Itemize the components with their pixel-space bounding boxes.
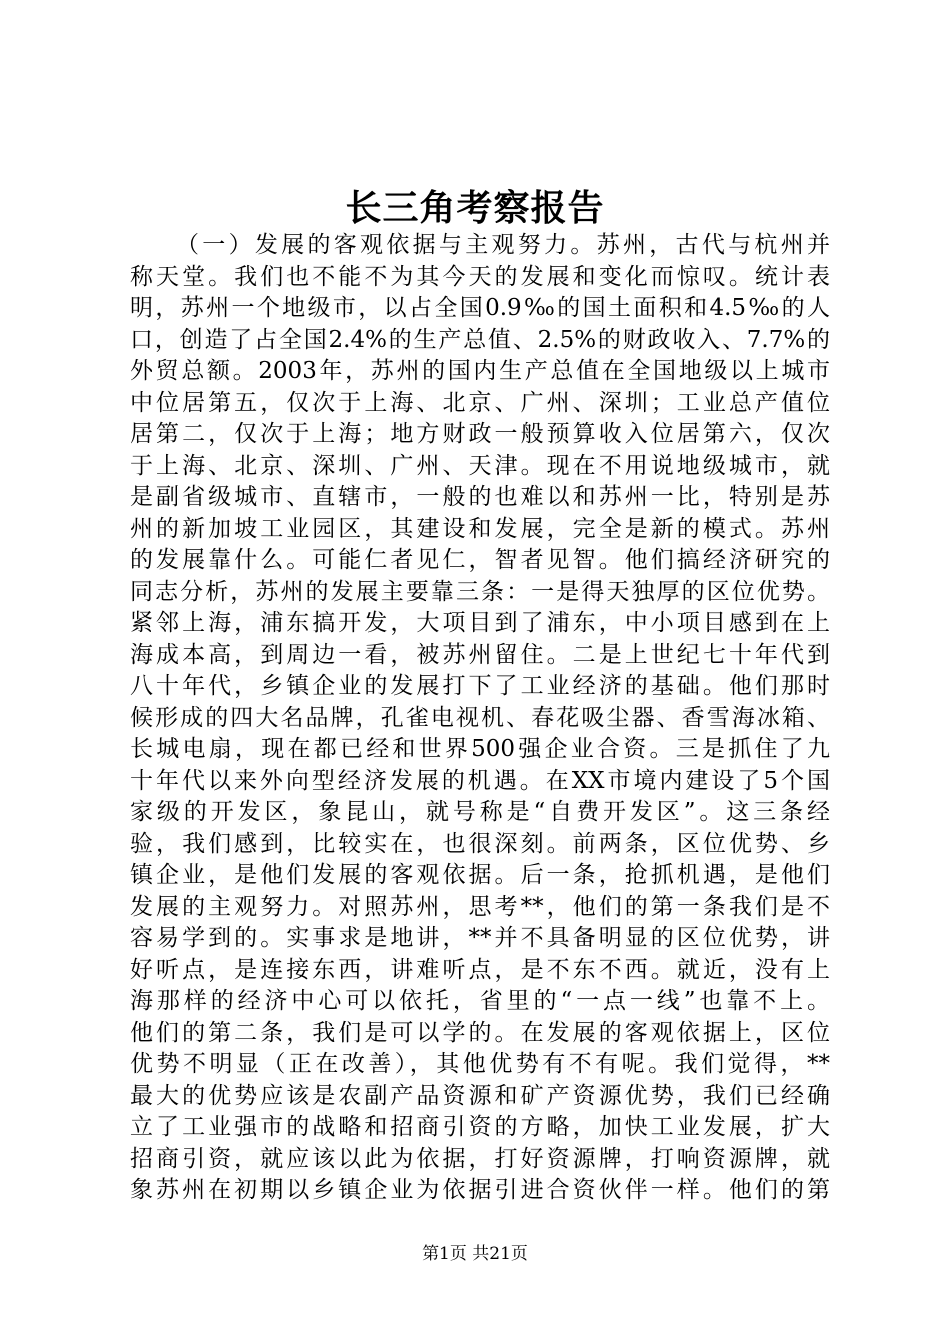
paragraph-line: 镇企业，是他们发展的客观依据。后一条，抢抓机遇，是他们	[130, 862, 830, 888]
paragraph-line: 象苏州在初期以乡镇企业为依据引进合资伙伴一样。他们的第	[130, 1177, 830, 1203]
paragraph-line: 好听点，是连接东西，讲难听点，是不东不西。就近，没有上	[130, 956, 830, 983]
paragraph-line: （一）发展的客观依据与主观努力。苏州，古代与杭州并	[176, 232, 830, 258]
paragraph-line: 立了工业强市的战略和招商引资的方略，加快工业发展，扩大	[130, 1114, 830, 1140]
page-footer: 第1页 共21页	[422, 1244, 528, 1264]
paragraph-line: 发展的主观努力。对照苏州，思考**，他们的第一条我们是不	[130, 893, 830, 920]
paragraph-line: 他们的第二条，我们是可以学的。在发展的客观依据上，区位	[130, 1019, 830, 1046]
document-body	[130, 230, 830, 1207]
paragraph-line: 八十年代，乡镇企业的发展打下了工业经济的基础。他们那时	[130, 673, 830, 699]
paragraph-line: 称天堂。我们也不能不为其今天的发展和变化而惊叹。统计表	[130, 263, 830, 290]
paragraph-line: 十年代以来外向型经济发展的机遇。在XX市境内建设了5个国	[130, 767, 830, 794]
paragraph-line: 外贸总额。2003年，苏州的国内生产总值在全国地级以上城市	[130, 358, 830, 384]
paragraph-line: 口，创造了占全国2.4%的生产总值、2.5%的财政收入、7.7%的	[130, 326, 830, 353]
paragraph-line: 明，苏州一个地级市，以占全国0.9‰的国土面积和4.5‰的人	[130, 295, 830, 321]
paragraph-line: 的发展靠什么。可能仁者见仁，智者见智。他们搞经济研究的	[130, 547, 830, 573]
paragraph-line: 中位居第五，仅次于上海、北京、广州、深圳；工业总产值位	[130, 389, 830, 416]
paragraph-line: 容易学到的。实事求是地讲，**并不具备明显的区位优势，讲	[130, 925, 830, 951]
paragraph-line: 同志分析，苏州的发展主要靠三条：一是得天独厚的区位优势。	[130, 578, 830, 605]
paragraph-line: 于上海、北京、深圳、广州、天津。现在不用说地级城市，就	[130, 452, 830, 479]
paragraph-line: 最大的优势应该是农副产品资源和矿产资源优势，我们已经确	[130, 1082, 830, 1109]
paragraph-line: 长城电扇，现在都已经和世界500强企业合资。三是抓住了九	[130, 736, 830, 762]
paragraph-line: 是副省级城市、直辖市，一般的也难以和苏州一比，特别是苏	[130, 484, 830, 510]
paragraph-line: 紧邻上海，浦东搞开发，大项目到了浦东，中小项目感到在上	[130, 610, 830, 636]
paragraph-line: 候形成的四大名品牌，孔雀电视机、春花吸尘器、香雪海冰箱、	[130, 704, 830, 731]
paragraph-line: 海那样的经济中心可以依托，省里的“一点一线”也靠不上。	[130, 988, 830, 1014]
paragraph-line: 验，我们感到，比较实在，也很深刻。前两条，区位优势、乡	[130, 830, 830, 857]
paragraph-line: 招商引资，就应该以此为依据，打好资源牌，打响资源牌，就	[130, 1145, 830, 1172]
paragraph-line: 州的新加坡工业园区，其建设和发展，完全是新的模式。苏州	[130, 515, 830, 542]
document-title: 长三角考察报告	[345, 187, 605, 229]
paragraph-line: 居第二，仅次于上海；地方财政一般预算收入位居第六，仅次	[130, 421, 830, 447]
paragraph-line: 优势不明显（正在改善），其他优势有不有呢。我们觉得，**	[130, 1051, 830, 1077]
paragraph-line: 海成本高，到周边一看，被苏州留住。二是上世纪七十年代到	[130, 641, 830, 668]
paragraph-line: 家级的开发区，象昆山，就号称是“自费开发区”。这三条经	[130, 799, 830, 825]
